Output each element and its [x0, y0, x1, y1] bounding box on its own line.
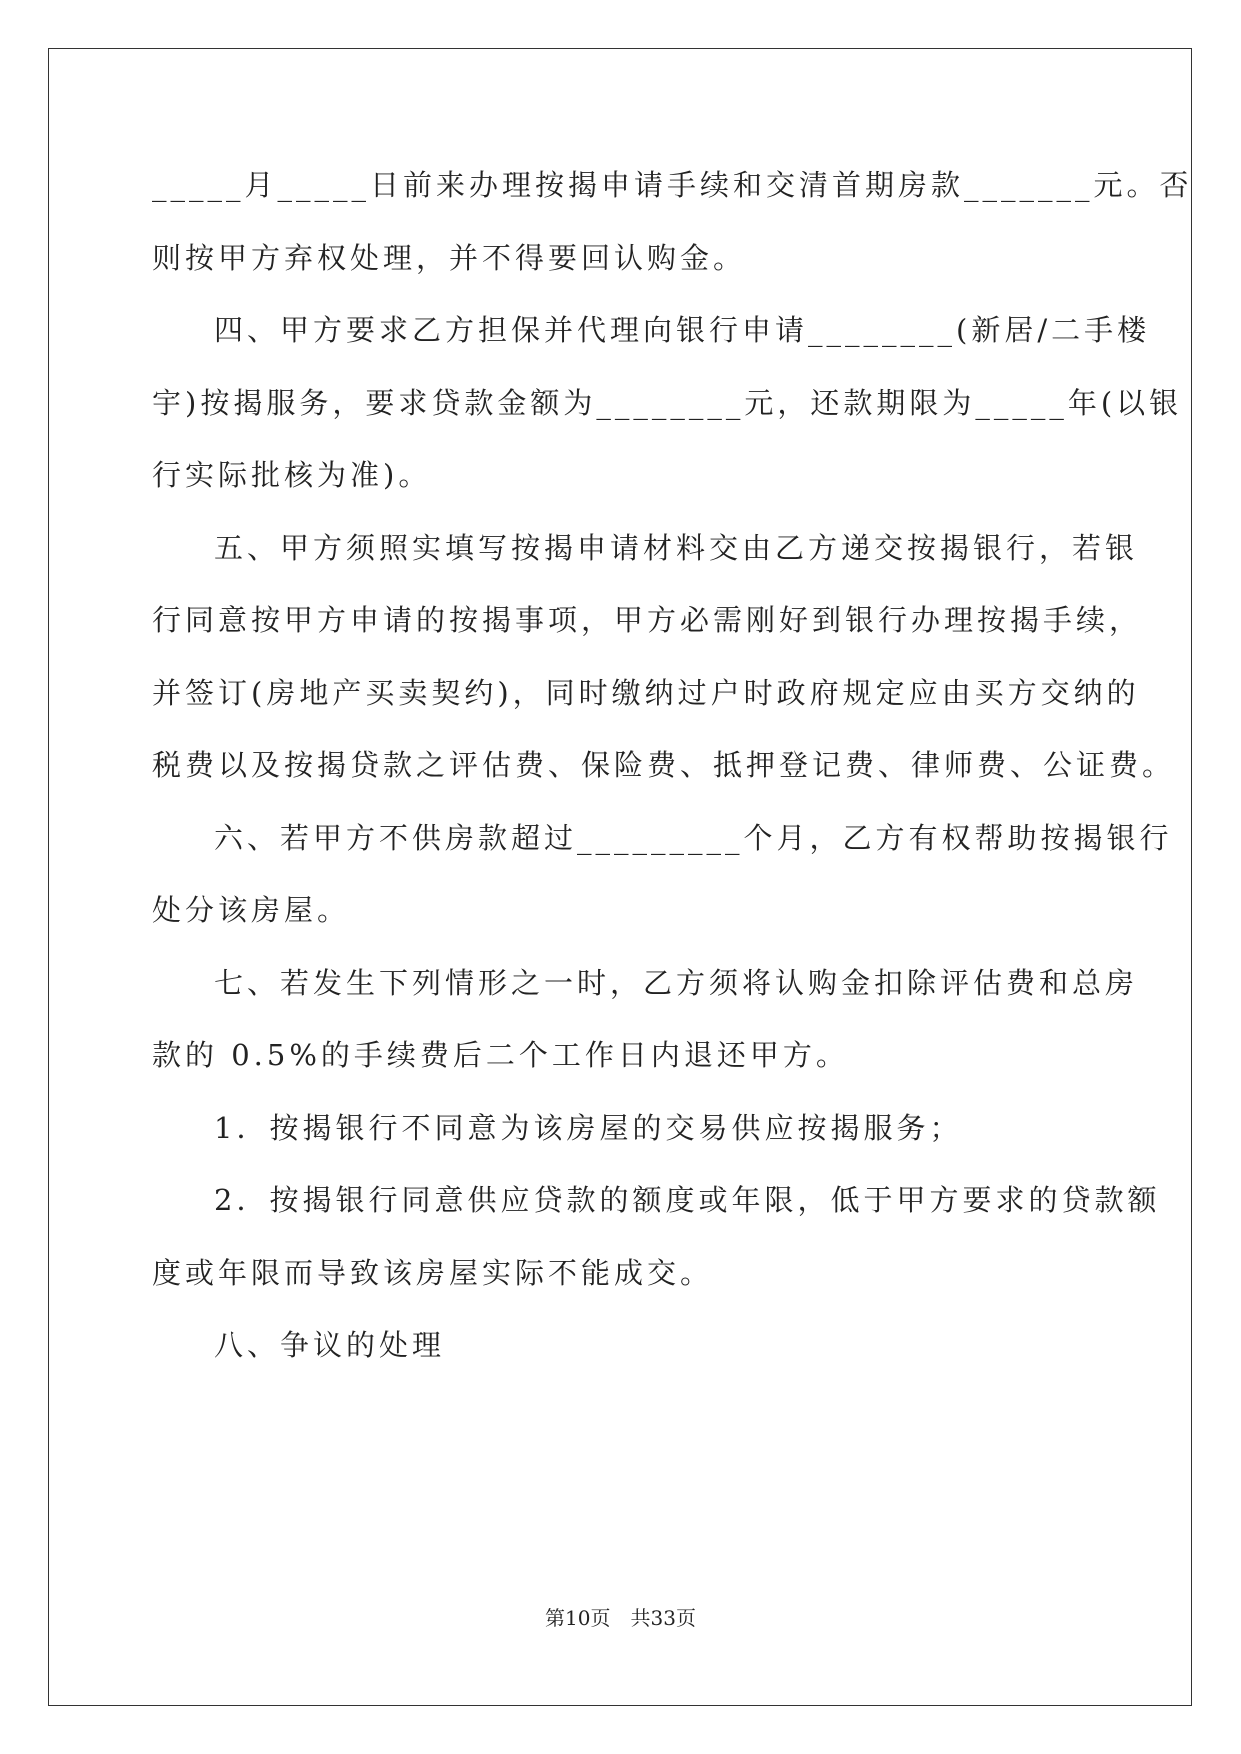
- paragraph-line: 五、甲方须照实填写按揭申请材料交由乙方递交按揭银行，若银: [214, 531, 1139, 565]
- paragraph-line: 款的 0.5%的手续费后二个工作日内退还甲方。: [152, 1038, 849, 1072]
- paragraph-line: 六、若甲方不供房款超过_________个月，乙方有权帮助按揭银行: [214, 821, 1173, 855]
- paragraph-line: 税费以及按揭贷款之评估费、保险费、抵押登记费、律师费、公证费。: [152, 748, 1176, 782]
- paragraph-line: 1．按揭银行不同意为该房屋的交易供应按揭服务；: [214, 1111, 963, 1145]
- paragraph-line: 2．按揭银行同意供应贷款的额度或年限，低于甲方要求的贷款额: [214, 1183, 1161, 1217]
- paragraph-line: 处分该房屋。: [152, 893, 351, 927]
- paragraph-line: 则按甲方弃权处理，并不得要回认购金。: [152, 241, 747, 275]
- paragraph-line: 度或年限而导致该房屋实际不能成交。: [152, 1256, 714, 1290]
- paragraph-line: 并签订(房地产买卖契约)，同时缴纳过户时政府规定应由买方交纳的: [152, 676, 1140, 710]
- page-border: [48, 48, 1192, 1706]
- paragraph-line: 行实际批核为准)。: [152, 458, 432, 492]
- paragraph-line: 宇)按揭服务，要求贷款金额为________元，还款期限为_____年(以银: [152, 386, 1183, 420]
- paragraph-line: _____月_____日前来办理按揭申请手续和交清首期房款_______元。否: [152, 168, 1193, 202]
- paragraph-line: 八、争议的处理: [214, 1328, 446, 1362]
- paragraph-line: 行同意按甲方申请的按揭事项，甲方必需刚好到银行办理按揭手续，: [152, 603, 1143, 637]
- paragraph-line: 七、若发生下列情形之一时，乙方须将认购金扣除评估费和总房: [214, 966, 1139, 1000]
- paragraph-line: 四、甲方要求乙方担保并代理向银行申请________(新居/二手楼: [214, 313, 1151, 347]
- page-number-footer: 第10页 共33页: [545, 1606, 696, 1630]
